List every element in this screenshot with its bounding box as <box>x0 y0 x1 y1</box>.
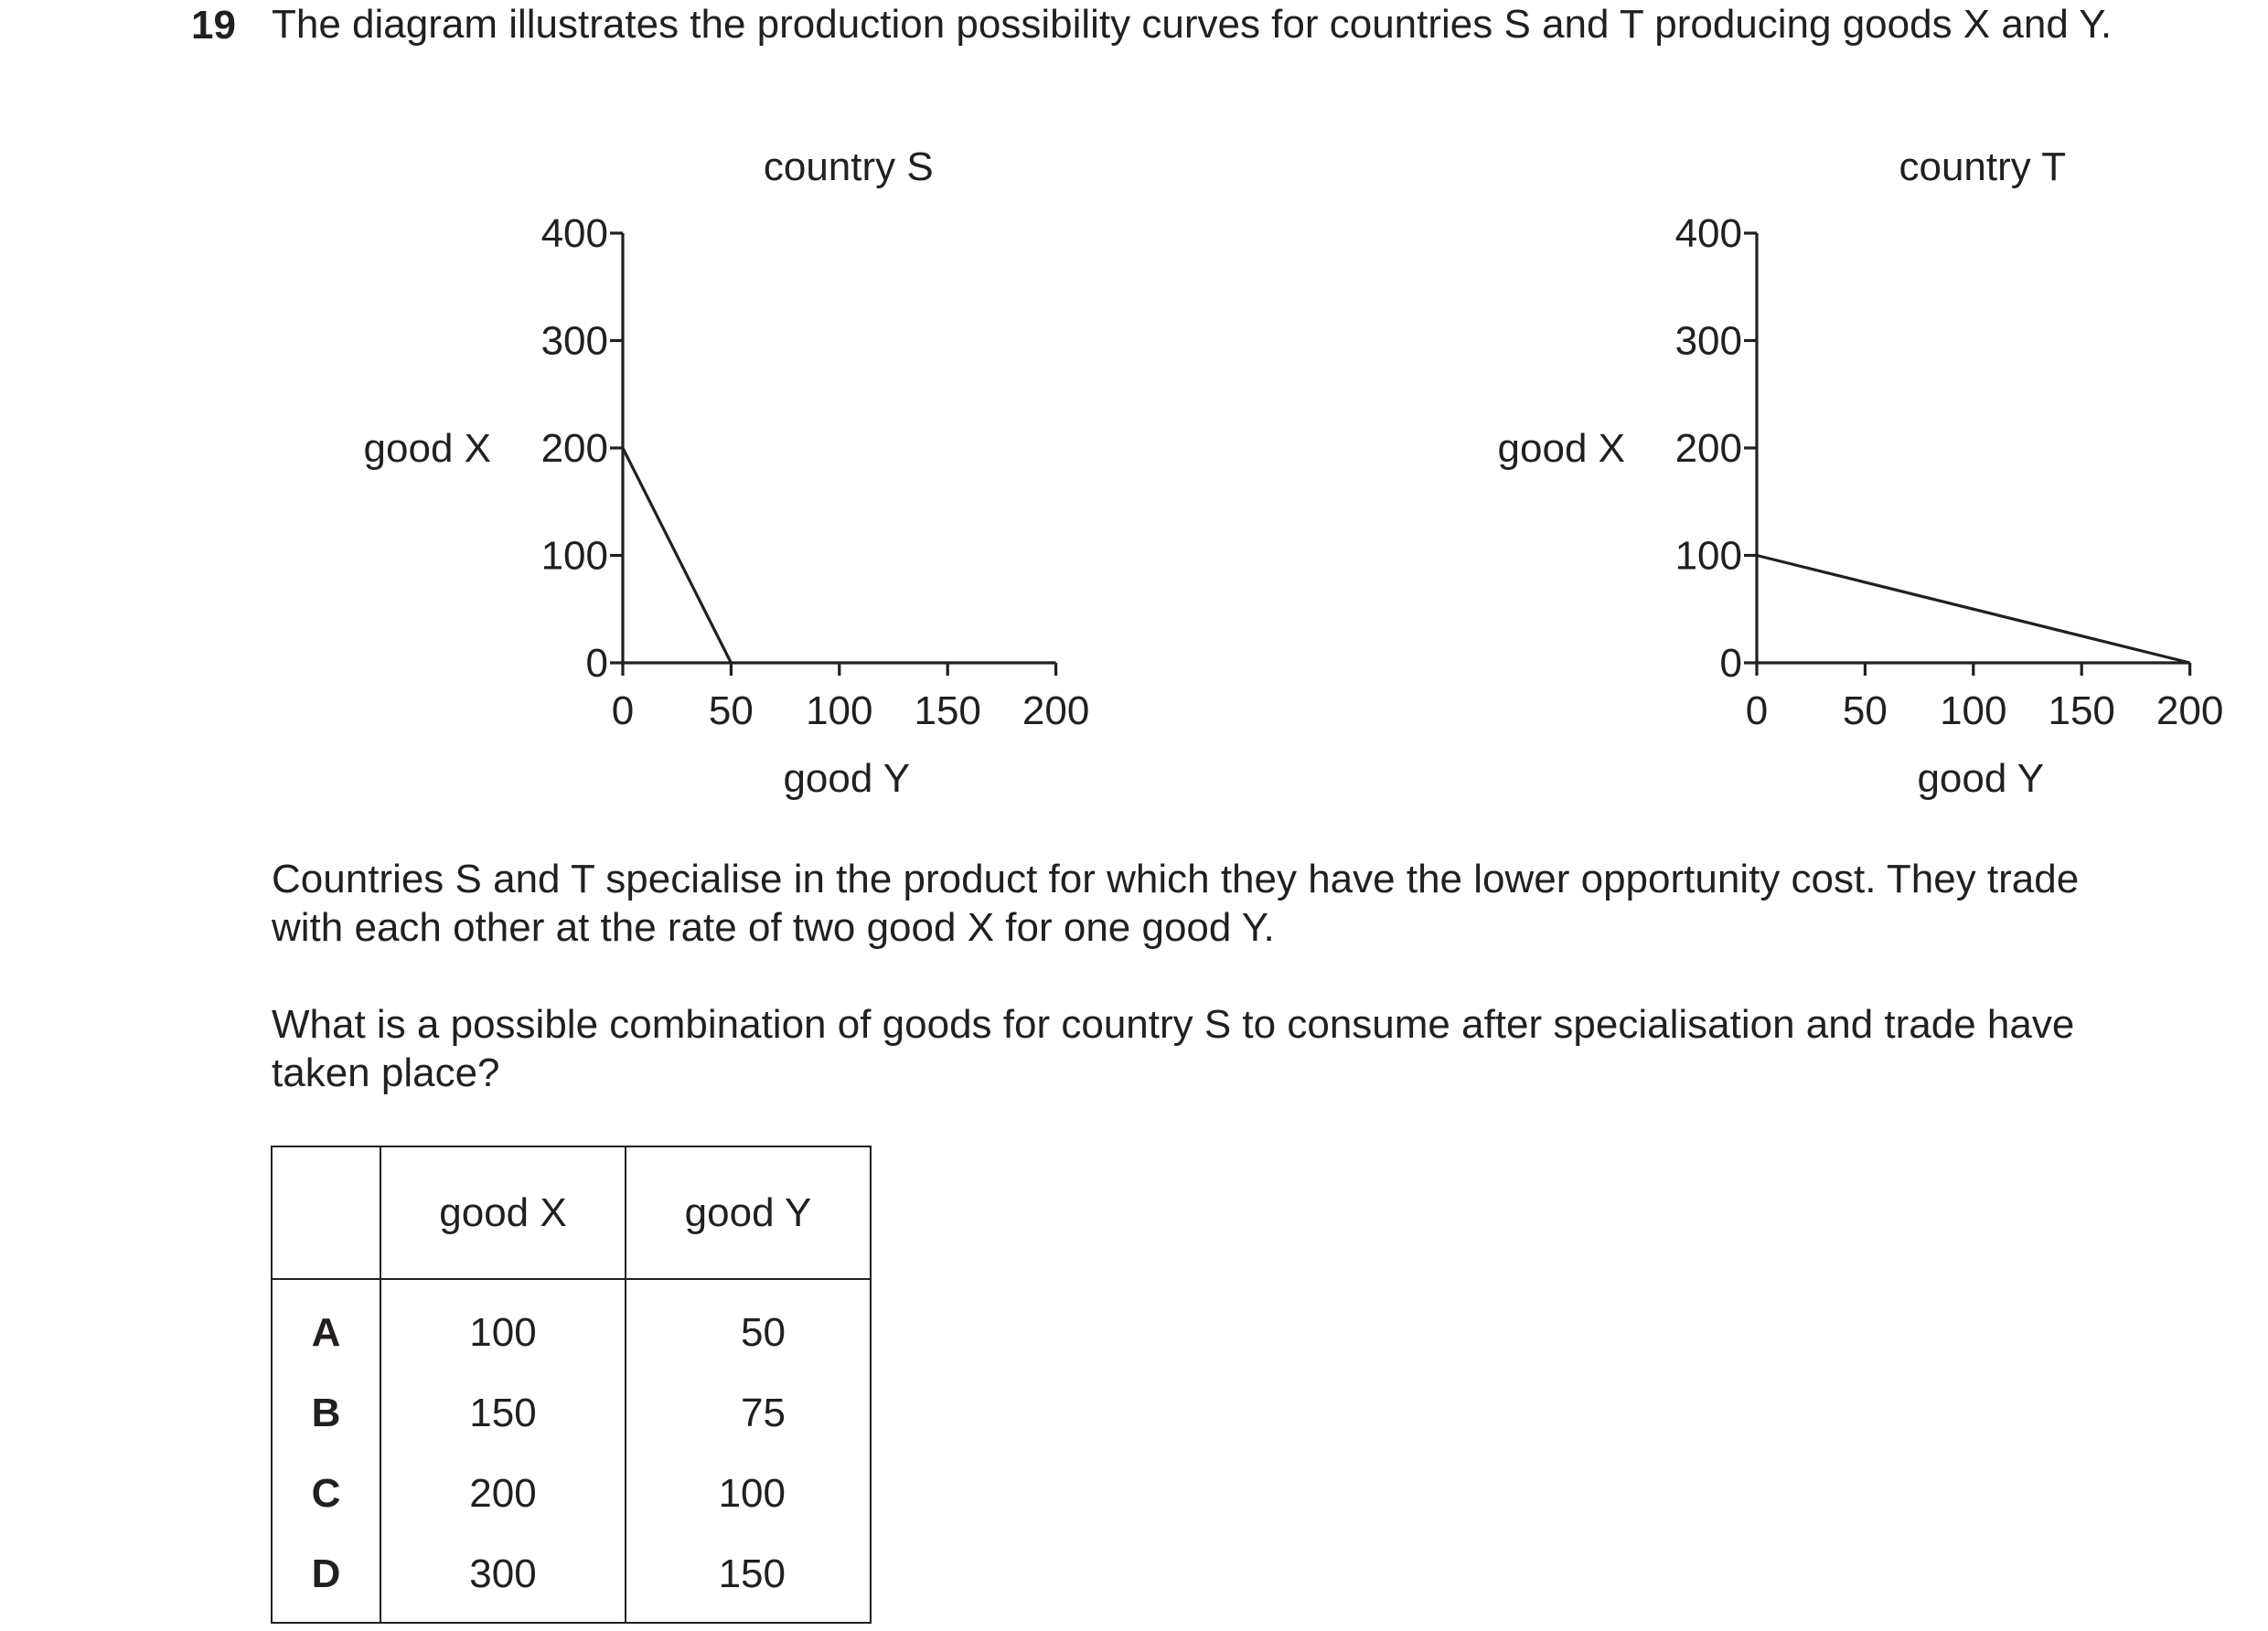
x-tick-label: 100 <box>806 688 873 733</box>
y-tick-label: 200 <box>540 426 608 471</box>
x-tick-label: 200 <box>2156 688 2224 733</box>
option-good-y: 75 <box>626 1373 871 1454</box>
y-tick-label: 400 <box>1674 211 1742 256</box>
table-header-good-x: good X <box>380 1146 626 1279</box>
y-tick-label: 0 <box>1719 641 1742 686</box>
y-tick-label: 300 <box>540 318 608 364</box>
x-tick-label: 50 <box>708 688 754 733</box>
table-row <box>272 1373 871 1454</box>
y-tick-label: 300 <box>1674 318 1742 364</box>
question-text: The diagram illustrates the production possibility curves for countries S and T producing goods X and Y. <box>272 2 2113 47</box>
option-good-x: 300 <box>380 1534 626 1623</box>
question-prompt: What is a possible combination of goods for country S to consume after specialisation and trade have taken place? <box>272 1002 2075 1095</box>
x-tick-label: 0 <box>1745 688 1769 733</box>
question-number: 19 <box>191 3 236 48</box>
y-axis-label: good X <box>1497 426 1625 471</box>
scenario-paragraph: Countries S and T specialise in the product for which they have the lower opportunity cost. They trade with each other at the rate of two good X for one good Y. <box>272 857 2080 950</box>
x-tick-label: 0 <box>611 688 635 733</box>
option-good-y: 100 <box>626 1454 871 1534</box>
option-good-y: 150 <box>626 1534 871 1623</box>
y-tick-label: 100 <box>1674 533 1742 579</box>
x-tick-label: 150 <box>914 688 981 733</box>
table-row <box>272 1454 871 1534</box>
option-good-x: 200 <box>380 1454 626 1534</box>
y-tick-label: 0 <box>585 641 608 686</box>
x-axis-label: good Y <box>783 756 911 801</box>
option-good-x: 150 <box>380 1373 626 1454</box>
option-letter: C <box>272 1454 380 1534</box>
x-tick-label: 100 <box>1940 688 2007 733</box>
option-letter: B <box>272 1373 380 1454</box>
options-table <box>271 1146 872 1624</box>
x-tick-label: 150 <box>2048 688 2115 733</box>
ppc-line <box>623 448 731 663</box>
y-tick-label: 100 <box>540 533 608 579</box>
table-row <box>272 1279 871 1373</box>
chart-title: country T <box>1899 144 2067 189</box>
option-letter: A <box>272 1279 380 1373</box>
y-tick-label: 200 <box>1674 426 1742 471</box>
x-tick-label: 50 <box>1842 688 1888 733</box>
option-good-x: 100 <box>380 1279 626 1373</box>
x-tick-label: 200 <box>1022 688 1090 733</box>
chart-title: country S <box>763 144 934 189</box>
table-header-row <box>272 1146 871 1279</box>
table-header-good-y: good Y <box>626 1146 871 1279</box>
ppc-line <box>1757 556 2190 664</box>
x-axis-label: good Y <box>1917 756 2045 801</box>
y-tick-label: 400 <box>540 211 608 256</box>
y-axis-label: good X <box>363 426 491 471</box>
option-letter: D <box>272 1534 380 1623</box>
table-header-blank <box>272 1146 380 1279</box>
table-row <box>272 1534 871 1623</box>
chart-country-t <box>1134 0 2268 823</box>
chart-country-s <box>0 0 1134 823</box>
option-good-y: 50 <box>626 1279 871 1373</box>
